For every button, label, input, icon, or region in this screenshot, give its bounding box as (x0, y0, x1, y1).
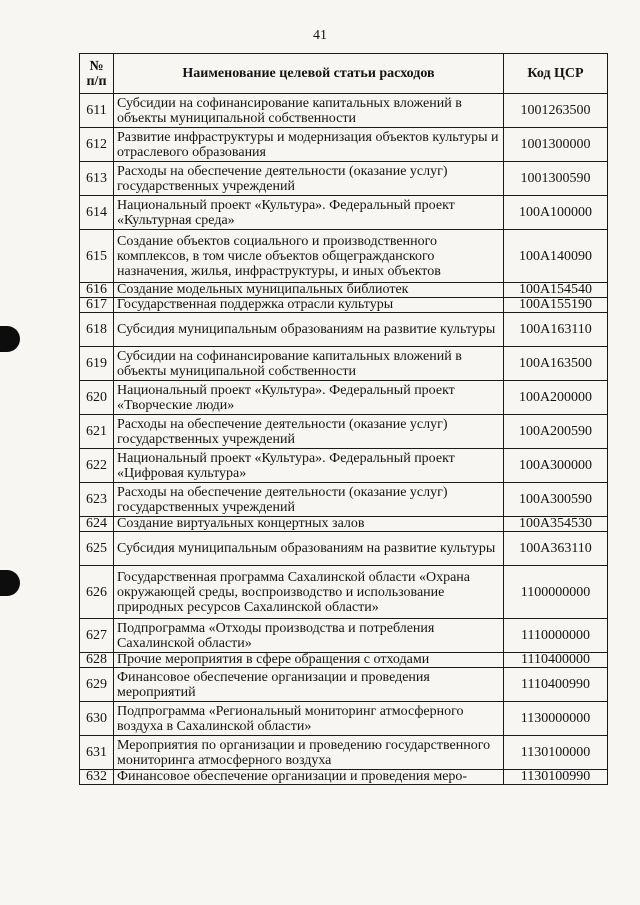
row-code: 1001300590 (504, 162, 608, 196)
row-name: Создание виртуальных концертных залов (114, 517, 504, 532)
row-name: Расходы на обеспечение деятельности (оказание услуг) государственных учреждений (114, 483, 504, 517)
row-code: 100А163110 (504, 313, 608, 347)
row-code: 1110400990 (504, 668, 608, 702)
table-row (80, 668, 608, 702)
row-name: Субсидия муниципальным образованиям на развитие культуры (114, 532, 504, 566)
row-code: 100А200000 (504, 381, 608, 415)
table-row (80, 653, 608, 668)
row-name: Национальный проект «Культура». Федеральный проект «Цифровая культура» (114, 449, 504, 483)
row-number: 624 (80, 517, 114, 532)
row-name: Создание модельных муниципальных библиотек (114, 283, 504, 298)
row-number: 629 (80, 668, 114, 702)
table-row (80, 162, 608, 196)
row-number: 615 (80, 230, 114, 283)
row-name: Создание объектов социального и производственного комплексов, в том числе объектов общегражданского назначения, жилья, инфраструктуры, и иных объектов (114, 230, 504, 283)
page-number: 41 (313, 28, 327, 43)
table-row (80, 532, 608, 566)
row-number: 631 (80, 736, 114, 770)
row-name: Расходы на обеспечение деятельности (оказание услуг) государственных учреждений (114, 162, 504, 196)
table-row (80, 770, 608, 785)
row-code: 100А363110 (504, 532, 608, 566)
row-name: Субсидии на софинансирование капитальных вложений в объекты муниципальной собственности (114, 347, 504, 381)
row-name: Субсидия муниципальным образованиям на развитие культуры (114, 313, 504, 347)
table-row (80, 736, 608, 770)
row-name: Национальный проект «Культура». Федеральный проект «Творческие люди» (114, 381, 504, 415)
row-name: Государственная поддержка отрасли культуры (114, 298, 504, 313)
row-code: 1110400000 (504, 653, 608, 668)
table-row (80, 283, 608, 298)
row-name: Развитие инфраструктуры и модернизация объектов культуры и отраслевого образования (114, 128, 504, 162)
row-number: 620 (80, 381, 114, 415)
row-number: 630 (80, 702, 114, 736)
row-name: Национальный проект «Культура». Федеральный проект «Культурная среда» (114, 196, 504, 230)
punch-hole (0, 326, 20, 352)
row-code: 100А300590 (504, 483, 608, 517)
row-code: 1110000000 (504, 619, 608, 653)
table-row (80, 415, 608, 449)
table-row (80, 381, 608, 415)
row-code: 1130000000 (504, 702, 608, 736)
table-row (80, 619, 608, 653)
row-code: 1100000000 (504, 566, 608, 619)
table-row (80, 517, 608, 532)
row-name: Подпрограмма «Отходы производства и потребления Сахалинской области» (114, 619, 504, 653)
row-name: Государственная программа Сахалинской области «Охрана окружающей среды, воспроизводство и использование природных ресурсов Сахалинской области» (114, 566, 504, 619)
row-number: 614 (80, 196, 114, 230)
table-row (80, 298, 608, 313)
row-number: 627 (80, 619, 114, 653)
row-number: 628 (80, 653, 114, 668)
row-name: Финансовое обеспечение организации и проведения мероприятий (114, 668, 504, 702)
row-number: 619 (80, 347, 114, 381)
table-header-row (80, 54, 608, 94)
row-name: Прочие мероприятия в сфере обращения с отходами (114, 653, 504, 668)
table-row (80, 94, 608, 128)
table-row (80, 483, 608, 517)
row-name: Подпрограмма «Региональный мониторинг атмосферного воздуха в Сахалинской области» (114, 702, 504, 736)
row-number: 616 (80, 283, 114, 298)
table-row (80, 313, 608, 347)
row-name: Мероприятия по организации и проведению государственного мониторинга атмосферного воздуха (114, 736, 504, 770)
row-number: 611 (80, 94, 114, 128)
row-code: 1130100000 (504, 736, 608, 770)
punch-hole (0, 570, 20, 596)
row-number: 617 (80, 298, 114, 313)
row-number: 621 (80, 415, 114, 449)
row-code: 100А354530 (504, 517, 608, 532)
row-code: 100А200590 (504, 415, 608, 449)
row-number: 632 (80, 770, 114, 785)
table-row (80, 230, 608, 283)
table-row (80, 449, 608, 483)
row-code: 1001263500 (504, 94, 608, 128)
row-code: 100А163500 (504, 347, 608, 381)
table-row (80, 566, 608, 619)
row-code: 1001300000 (504, 128, 608, 162)
table-row (80, 347, 608, 381)
row-name: Расходы на обеспечение деятельности (оказание услуг) государственных учреждений (114, 415, 504, 449)
table-row (80, 128, 608, 162)
table-row (80, 702, 608, 736)
row-code: 100А100000 (504, 196, 608, 230)
column-header-name: Наименование целевой статьи расходов (114, 54, 504, 94)
row-number: 622 (80, 449, 114, 483)
row-number: 612 (80, 128, 114, 162)
row-number: 626 (80, 566, 114, 619)
row-code: 100А300000 (504, 449, 608, 483)
column-header-number: № п/п (80, 54, 114, 94)
row-name: Финансовое обеспечение организации и проведения меро- (114, 770, 504, 785)
row-number: 625 (80, 532, 114, 566)
row-name: Субсидии на софинансирование капитальных вложений в объекты муниципальной собственности (114, 94, 504, 128)
row-code: 100А140090 (504, 230, 608, 283)
expense-items-table (79, 53, 608, 785)
row-code: 100А155190 (504, 298, 608, 313)
table-row (80, 196, 608, 230)
column-header-code: Код ЦСР (504, 54, 608, 94)
row-number: 618 (80, 313, 114, 347)
row-number: 623 (80, 483, 114, 517)
row-code: 1130100990 (504, 770, 608, 785)
row-code: 100А154540 (504, 283, 608, 298)
row-number: 613 (80, 162, 114, 196)
